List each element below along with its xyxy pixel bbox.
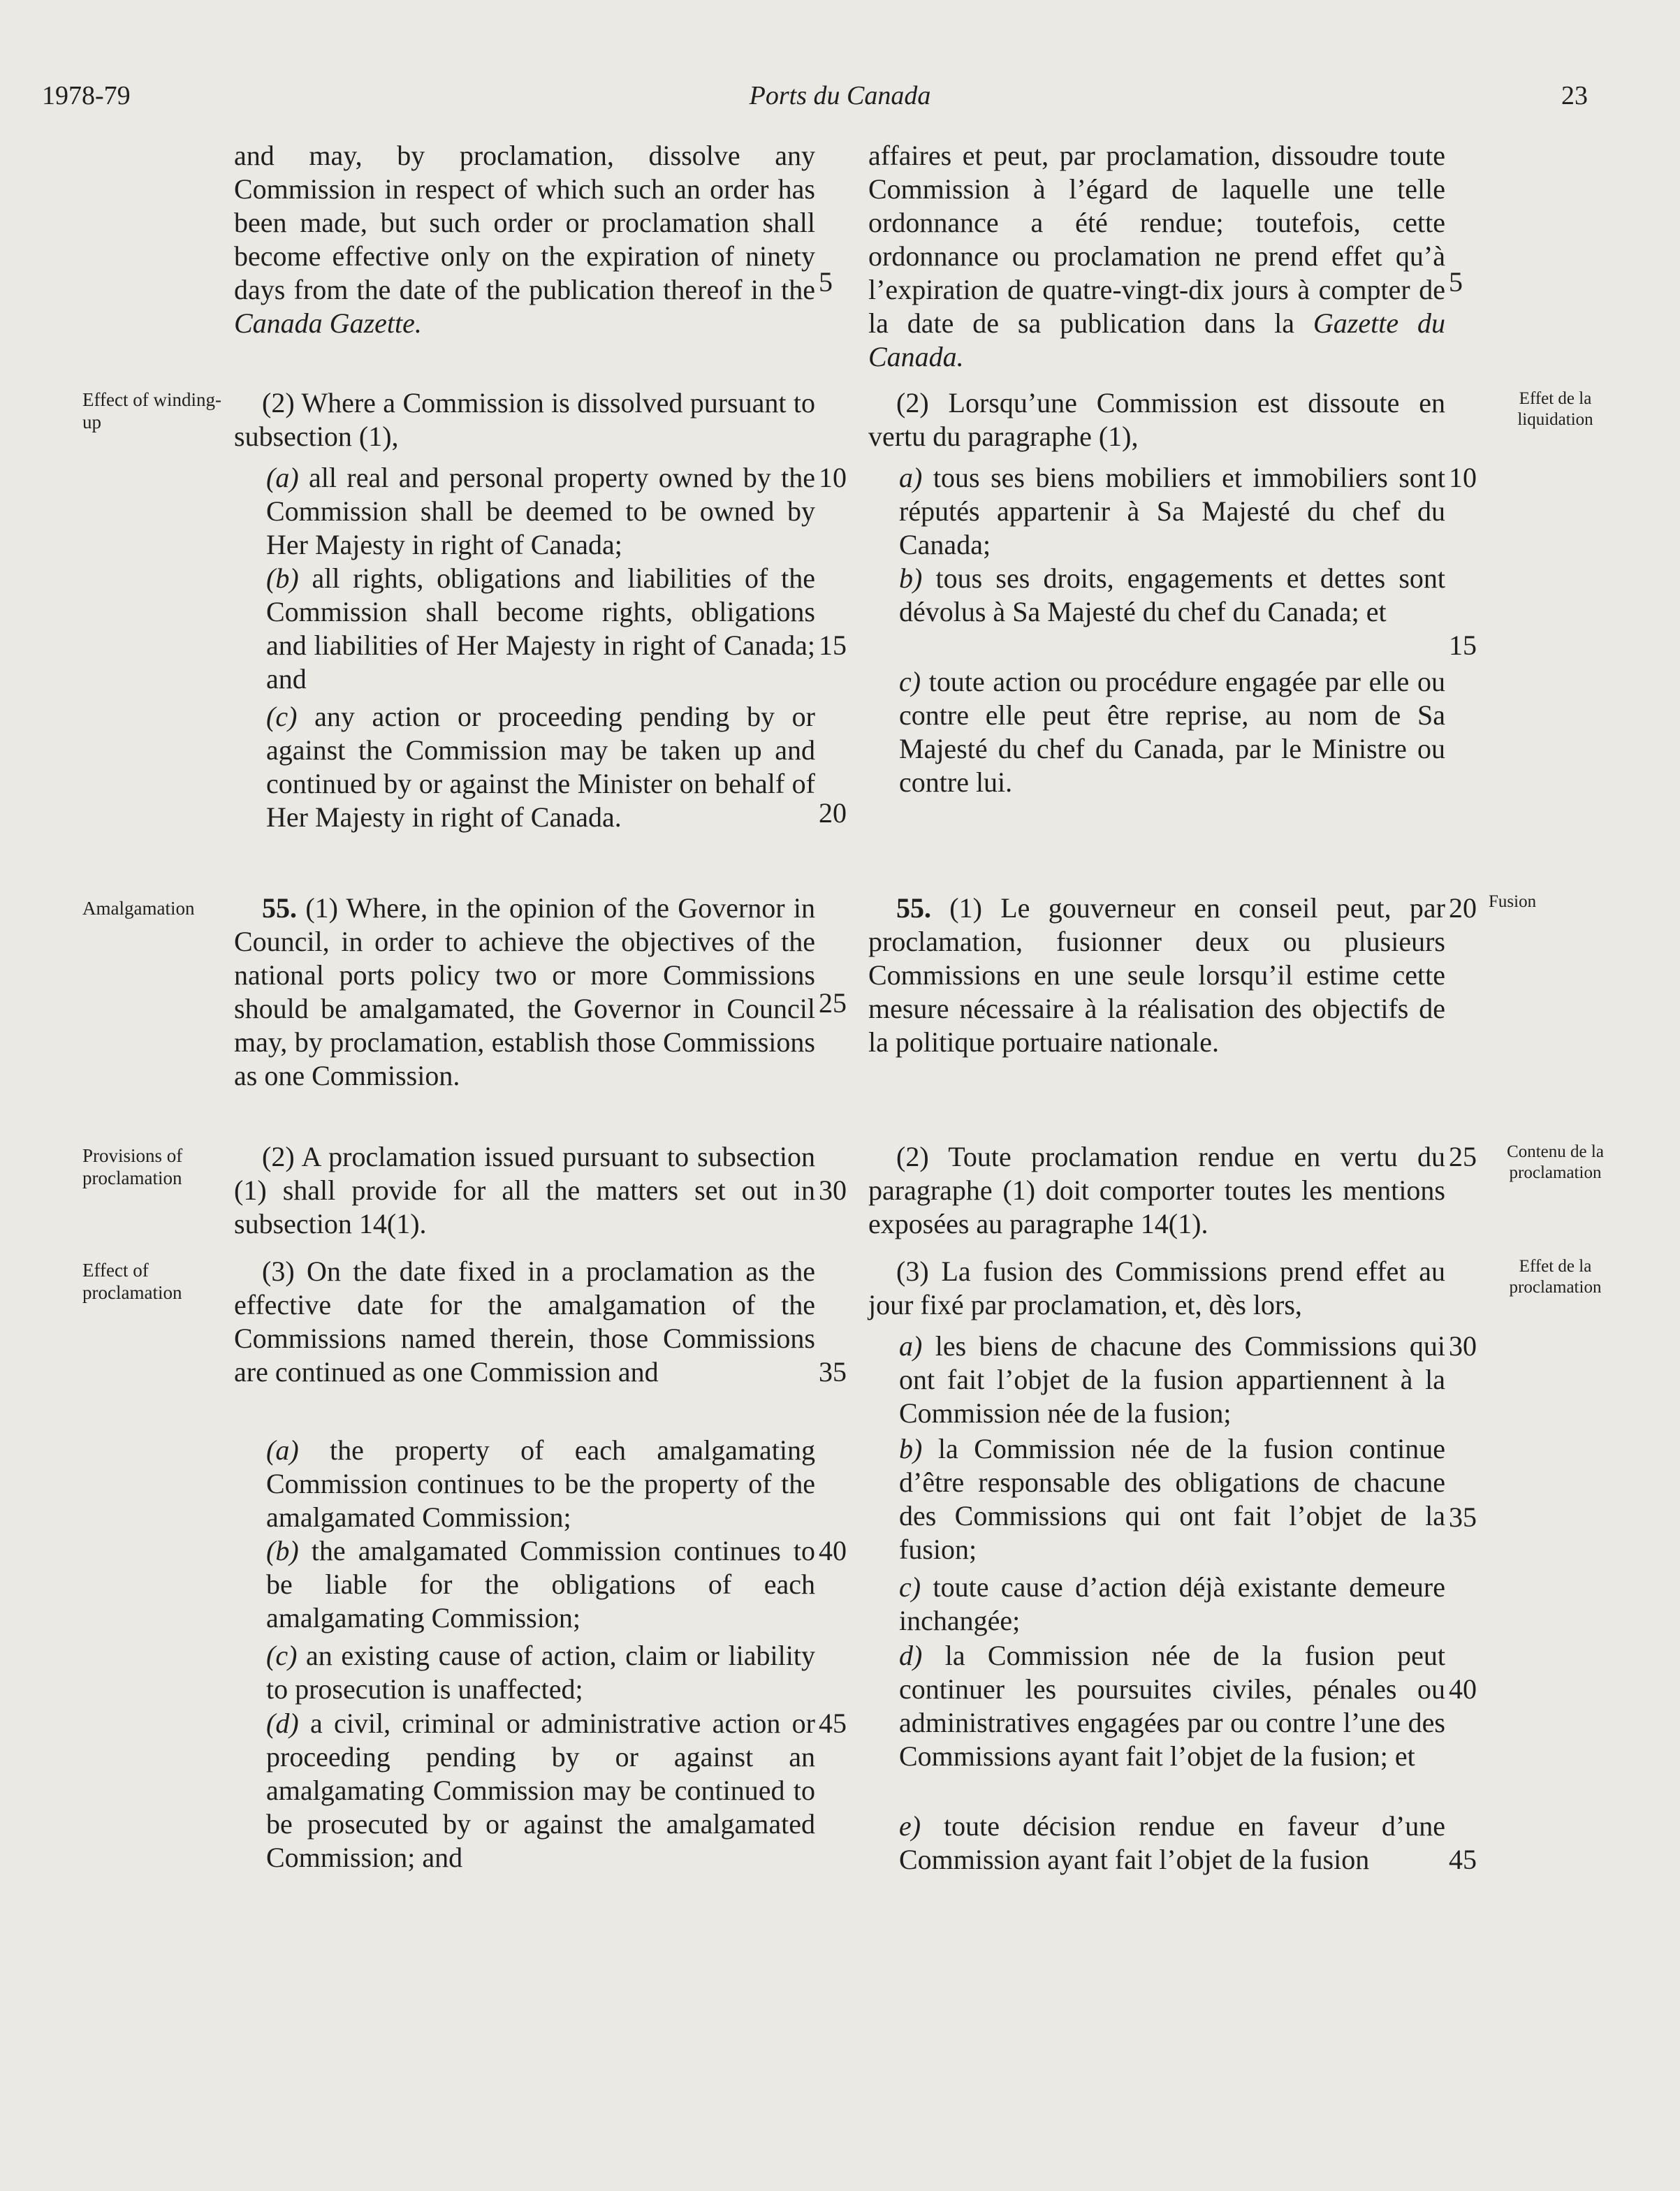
fr-item-d2: d) la Commission née de la fusion peut continuer les poursuites civiles, pénales ou administratives engagées par ou contre l’une des Commissions ayant fait l’objet de la fusion; et: [899, 1640, 1446, 1772]
fr-line-number: 20: [1449, 892, 1477, 924]
en-line-number: 25: [819, 987, 847, 1019]
en-item-b2: (b) the amalgamated Commission continues to be liable for the obligations of each amalgamating Commission;: [266, 1535, 815, 1633]
fr-line-number: 15: [1449, 629, 1477, 661]
fr-subsection-2: (2) Lorsqu’une Commission est dissoute en vertu du paragraphe (1),: [868, 387, 1445, 452]
en-line-number: 10: [819, 462, 847, 493]
margin-note-effect-of-proclamation: Effect of proclamation: [82, 1260, 182, 1303]
en-line-number: 15: [819, 629, 847, 661]
fr-section-55-2: (2) Toute proclamation rendue en vertu du paragraphe (1) doit comporter toutes les mentions exposées au paragraphe 14(1).: [868, 1141, 1445, 1239]
fr-line-number: 5: [1449, 266, 1463, 298]
fr-item-a: a) tous ses biens mobiliers et immobiliers sont réputés appartenir à Sa Majesté du chef du Canada;: [899, 462, 1445, 560]
margin-note-amalgamation: Amalgamation: [82, 898, 195, 919]
fr-line-number: 30: [1449, 1330, 1477, 1362]
margin-note-effect-of-winding-up: Effect of winding-up: [82, 389, 221, 432]
en-dissolve-paragraph: and may, by proclamation, dissolve any Commission in respect of which such an order has been made, but such order or proclamation shall become effective only on the expiration of ninety days from the date of the publication thereof in the Canada Gazette.: [234, 140, 815, 339]
en-line-number: 35: [819, 1356, 847, 1388]
margin-note-effet-de-la-proclamation: Effet de la proclamation: [1509, 1257, 1602, 1297]
en-item-a: (a) all real and personal property owned by the Commission shall be deemed to be owned by Her Majesty in right of Canada;: [266, 462, 816, 560]
fr-line-number: 35: [1449, 1501, 1477, 1533]
fr-line-number: 45: [1449, 1844, 1477, 1875]
page-year: 1978-79: [42, 81, 131, 110]
fr-item-c2: c) toute cause d’action déjà existante demeure inchangée;: [899, 1571, 1445, 1636]
en-subsection-2: (2) Where a Commission is dissolved pursuant to subsection (1),: [234, 387, 815, 452]
en-item-c: (c) any action or proceeding pending by or against the Commission may be taken up and continued by or against the Minister on behalf of Her Majesty in right of Canada.: [266, 701, 815, 833]
en-line-number: 20: [819, 797, 847, 829]
fr-section-55-1: 55. (1) Le gouverneur en conseil peut, par proclamation, fusionner deux ou plusieurs Commissions en une seule lorsqu’il estime cette mesure nécessaire à la réalisation des objectifs de la politique portuaire nationale.: [868, 892, 1445, 1058]
fr-item-b: b) tous ses droits, engagements et dettes sont dévolus à Sa Majesté du chef du Canada; et: [899, 562, 1446, 627]
en-line-number: 5: [819, 266, 833, 298]
fr-item-a2: a) les biens de chacune des Commissions qui ont fait l’objet de la fusion appartiennent à la Commission née de la fusion;: [899, 1330, 1446, 1429]
fr-dissolve-paragraph: affaires et peut, par proclamation, dissoudre toute Commission à l’égard de laquelle une telle ordonnance a été rendue; toutefois, cette ordonnance ou proclamation ne prend effet qu’à l’expiration de quatre-vingt-dix jours à compter de la date de sa publication dans la Gazette du Canada.: [868, 140, 1445, 372]
margin-note-effet-de-la-liquidation: Effet de la liquidation: [1517, 389, 1593, 429]
margin-note-provisions-of-proclamation: Provisions of proclamation: [82, 1145, 183, 1188]
fr-item-e2: e) toute décision rendue en faveur d’une Commission ayant fait l’objet de la fusion: [899, 1810, 1446, 1875]
page-number: 23: [1561, 81, 1588, 110]
en-section-55-1: 55. (1) Where, in the opinion of the Governor in Council, in order to achieve the objectives of the national ports policy two or more Commissions should be amalgamated, the Governor in Council may, by proclamation, establish those Commissions as one Commission.: [234, 892, 816, 1091]
fr-item-c: c) toute action ou procédure engagée par elle ou contre elle peut être reprise, au nom de Sa Majesté du chef du Canada, par le Ministre ou contre lui.: [899, 666, 1445, 798]
en-line-number: 40: [819, 1535, 847, 1566]
en-item-d2: (d) a civil, criminal or administrative action or proceeding pending by or against an amalgamating Commission may be continued to be prosecuted by or against the amalgamated Commission; and: [266, 1708, 815, 1873]
en-line-number: 45: [819, 1708, 847, 1739]
margin-note-contenu-de-la-proclamation: Contenu de la proclamation: [1507, 1142, 1604, 1182]
page-title: Ports du Canada: [749, 81, 931, 110]
en-section-55-2: (2) A proclamation issued pursuant to subsection (1) shall provide for all the matters set out in subsection 14(1).: [234, 1141, 815, 1239]
margin-note-fusion: Fusion: [1489, 892, 1537, 911]
en-line-number: 30: [819, 1174, 847, 1206]
fr-line-number: 40: [1449, 1673, 1477, 1705]
fr-line-number: 25: [1449, 1141, 1477, 1172]
en-item-c2: (c) an existing cause of action, claim or liability to prosecution is unaffected;: [266, 1640, 815, 1705]
fr-item-b2: b) la Commission née de la fusion continue d’être responsable des obligations de chacune des Commissions qui ont fait l’objet de la fusion;: [899, 1433, 1446, 1565]
fr-line-number: 10: [1449, 462, 1477, 493]
en-item-a2: (a) the property of each amalgamating Commission continues to be the property of the amalgamated Commission;: [266, 1434, 816, 1533]
en-section-55-3: (3) On the date fixed in a proclamation as the effective date for the amalgamation of the Commissions named therein, those Commissions are continued as one Commission and: [234, 1255, 815, 1388]
en-item-b: (b) all rights, obligations and liabilities of the Commission shall become rights, obligations and liabilities of Her Majesty in right of Canada; and: [266, 562, 815, 694]
fr-section-55-3: (3) La fusion des Commissions prend effet au jour fixé par proclamation, et, dès lors,: [868, 1255, 1445, 1320]
